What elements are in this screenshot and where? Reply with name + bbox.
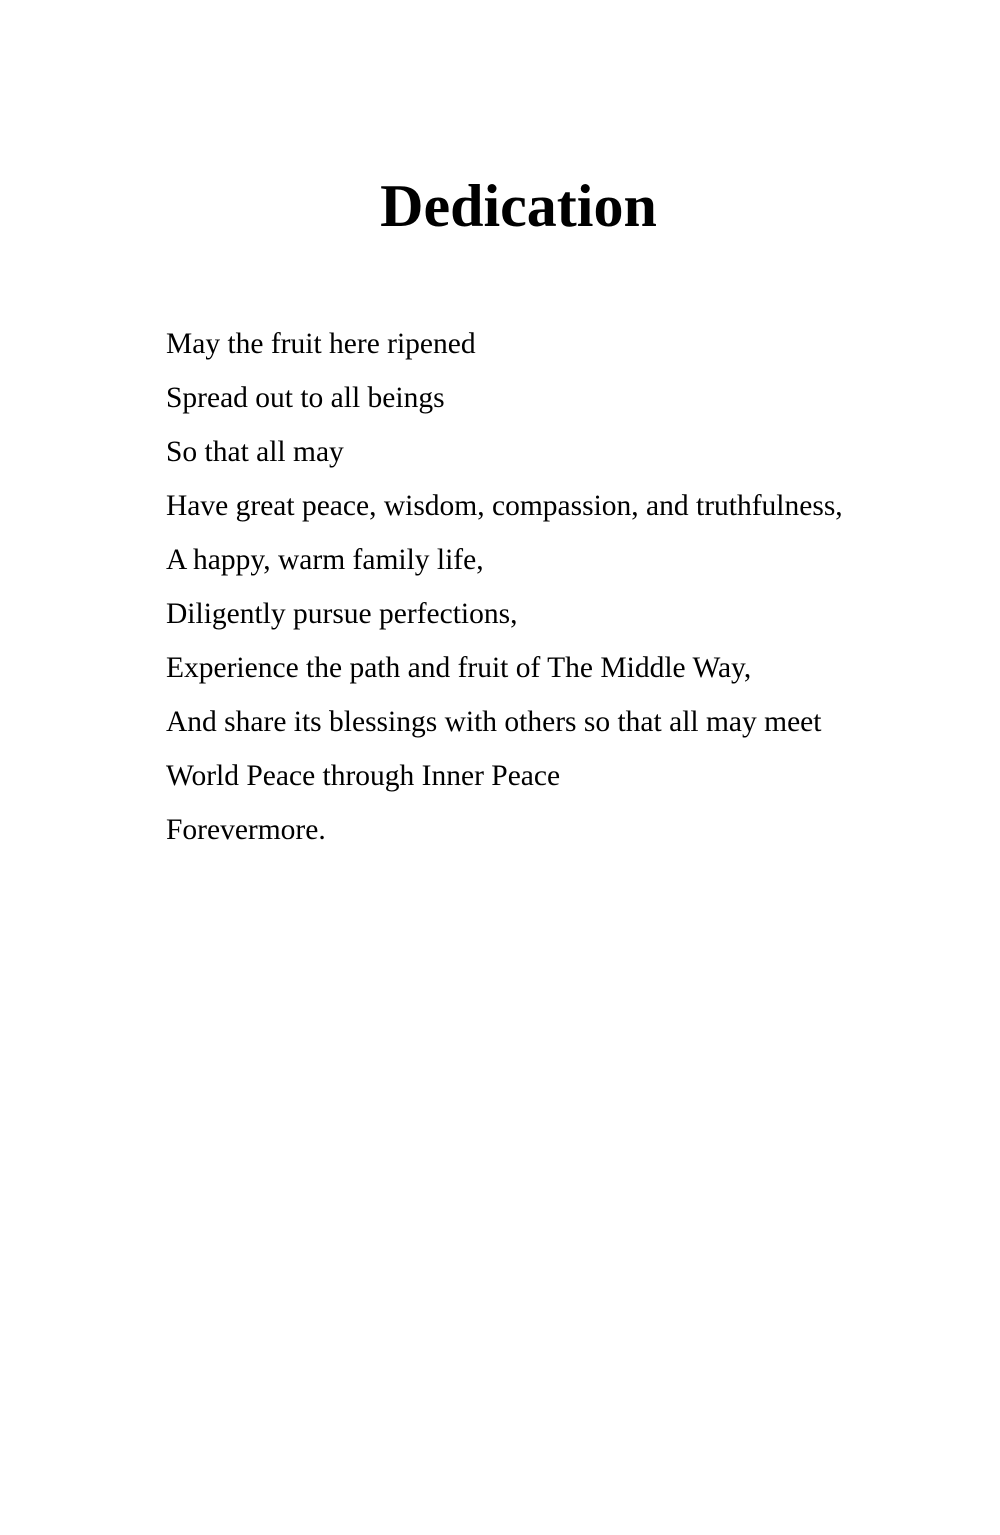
poem-line: A happy, warm family life,	[166, 544, 484, 576]
poem-line: Experience the path and fruit of The Middle Way,	[166, 652, 752, 684]
poem-line: So that all may	[166, 436, 344, 468]
poem-line: Forevermore.	[166, 814, 326, 846]
poem-line: Spread out to all beings	[166, 382, 445, 414]
poem-line: And share its blessings with others so that all may meet	[166, 706, 822, 738]
poem-line: Diligently pursue perfections,	[166, 598, 518, 630]
poem-line: May the fruit here ripened	[166, 328, 476, 360]
poem-line: Have great peace, wisdom, compassion, and truthfulness,	[166, 490, 843, 522]
dedication-poem	[166, 317, 966, 857]
page-title: Dedication	[380, 173, 657, 239]
poem-line: World Peace through Inner Peace	[166, 760, 561, 792]
